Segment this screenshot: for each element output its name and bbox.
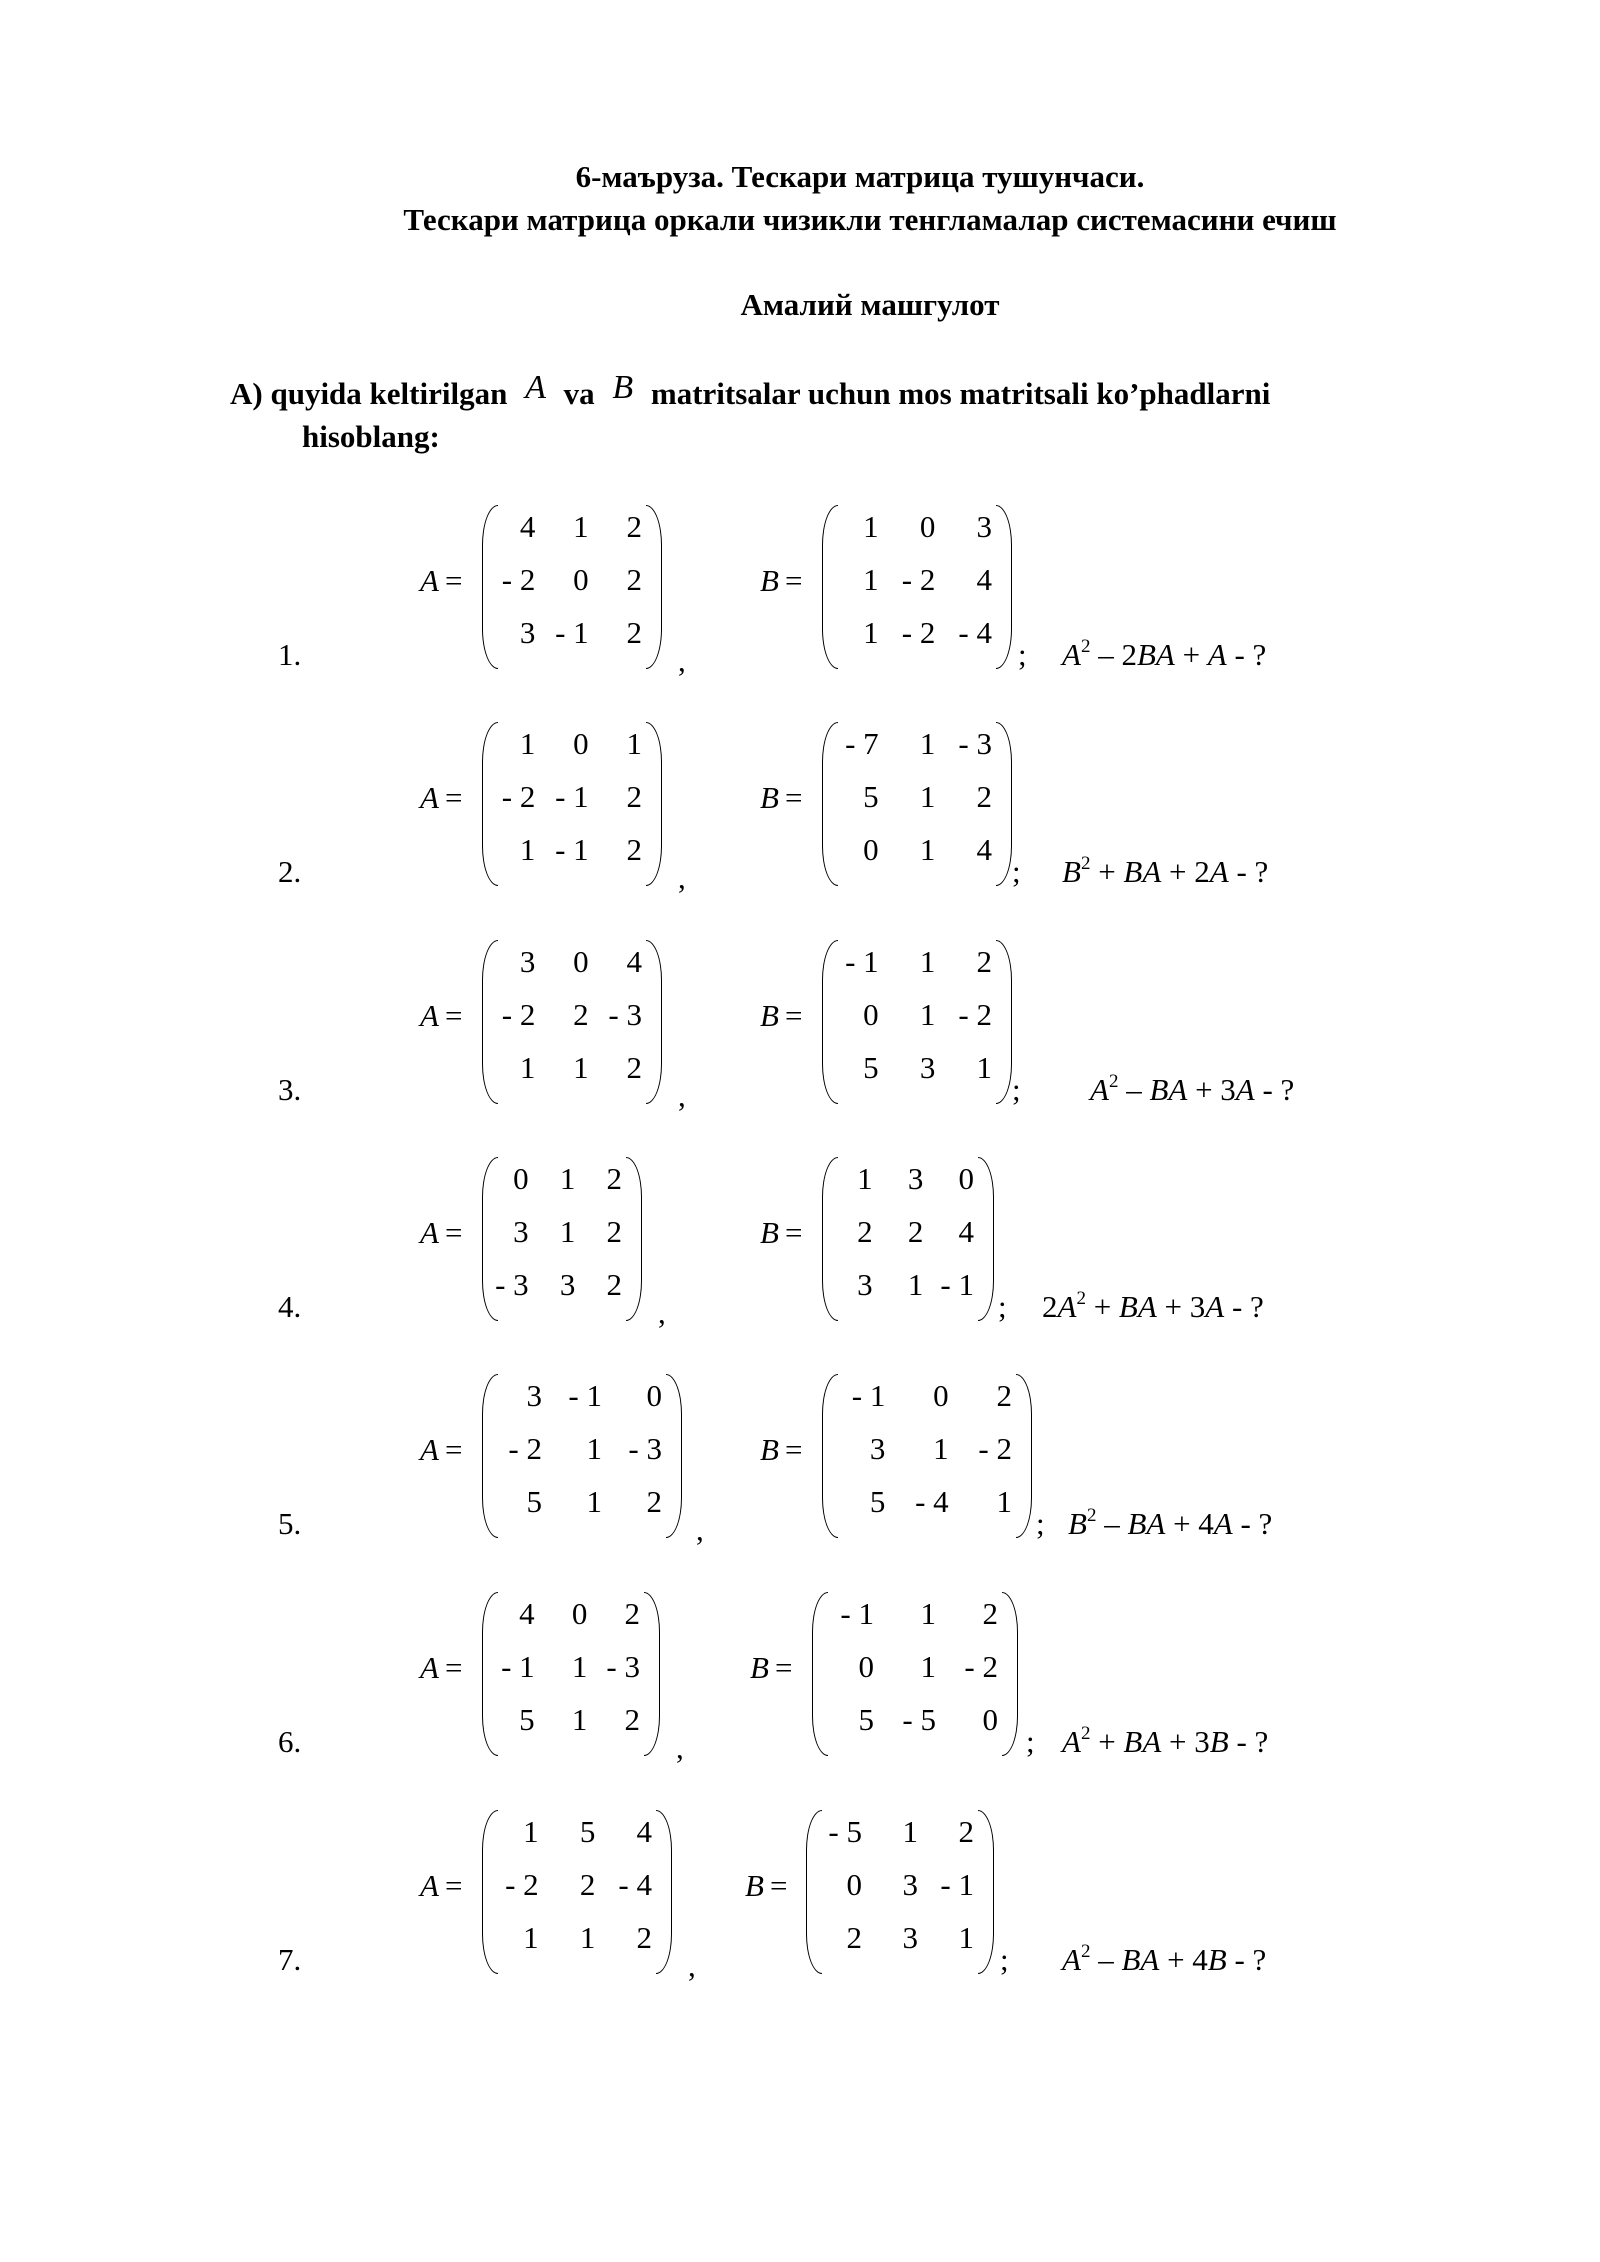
matrix-cell: 0 <box>982 1702 998 1737</box>
matrix-cell: - 3 <box>608 997 642 1032</box>
matrix-cell: 3 <box>902 1867 918 1902</box>
matrix-cell: 2 <box>996 1378 1012 1413</box>
matrix-cell: 1 <box>626 726 642 761</box>
matrix-cell: - 3 <box>628 1431 662 1466</box>
problem-item <box>0 1374 1600 1574</box>
matrix-cell: 0 <box>863 832 879 867</box>
matrix-cell: 1 <box>919 832 936 867</box>
problem-item <box>0 940 1600 1140</box>
matrix-cell: - 2 <box>964 1649 998 1684</box>
matrix-cell: 1 <box>907 1267 924 1302</box>
matrix-cell: 1 <box>573 1050 589 1085</box>
matrix-cell: 3 <box>513 1214 529 1249</box>
matrix-a <box>482 1810 672 1978</box>
matrix-cell: 2 <box>857 1214 873 1249</box>
right-paren <box>646 940 662 1104</box>
comma: , <box>658 1295 666 1330</box>
matrix-cell: - 1 <box>555 615 589 650</box>
matrix-cell: - 1 <box>940 1867 974 1902</box>
matrix-a <box>482 1592 660 1760</box>
semicolon: ; <box>1000 1942 1009 1977</box>
matrix-cell: 2 <box>624 1702 640 1737</box>
matrix-a-label: A = <box>420 1215 463 1250</box>
matrix-a-label: A = <box>420 780 463 815</box>
matrix-cell: 2 <box>626 779 642 814</box>
matrix-cell: 2 <box>976 779 992 814</box>
matrix-b <box>822 505 1012 673</box>
problem-number: 2. <box>278 854 302 889</box>
matrix-b <box>822 1157 994 1325</box>
matrix-cell: 1 <box>996 1484 1012 1519</box>
matrix-cell: 2 <box>626 509 642 544</box>
matrix-cell: - 2 <box>978 1431 1012 1466</box>
matrix-a-label: A = <box>420 1868 463 1903</box>
matrix-cell: 1 <box>919 997 936 1032</box>
matrix-b-label: B = <box>760 1215 803 1250</box>
matrix-cell: 5 <box>858 1702 874 1737</box>
matrix-cell: 4 <box>976 562 992 597</box>
matrix-cell: 3 <box>902 1920 918 1955</box>
matrix-cell: 2 <box>907 1214 924 1249</box>
right-paren <box>666 1374 682 1538</box>
task-var-a: A <box>525 369 546 406</box>
matrix-cell: 1 <box>976 1050 992 1085</box>
matrix-cell: 2 <box>606 1161 622 1196</box>
matrix-cell: - 1 <box>501 1649 535 1684</box>
matrix-cell: - 3 <box>958 726 992 761</box>
matrix-cell: 2 <box>626 615 642 650</box>
matrix-a <box>482 1374 682 1542</box>
matrix-cell: 1 <box>559 1161 576 1196</box>
matrix-cell: - 4 <box>618 1867 652 1902</box>
matrix-cell: 1 <box>571 1649 588 1684</box>
comma: , <box>678 643 686 678</box>
right-paren <box>996 940 1012 1104</box>
matrix-cell: 2 <box>626 832 642 867</box>
matrix-cell: - 4 <box>915 1484 949 1519</box>
matrix-cell: 2 <box>626 562 642 597</box>
matrix-a-label: A = <box>420 1432 463 1467</box>
matrix-cell: 0 <box>933 1378 949 1413</box>
matrix-cell: 1 <box>586 1431 602 1466</box>
matrix-cell: 0 <box>846 1867 862 1902</box>
problem-number: 1. <box>278 637 302 672</box>
semicolon: ; <box>1026 1724 1035 1759</box>
matrix-cell: - 1 <box>568 1378 602 1413</box>
matrix-cell: 0 <box>919 509 936 544</box>
comma: , <box>688 1948 696 1983</box>
matrix-cell: 4 <box>636 1814 652 1849</box>
matrix-cell: 1 <box>519 832 536 867</box>
semicolon: ; <box>1018 637 1027 672</box>
matrix-cell: 3 <box>976 509 992 544</box>
matrix-cell: 1 <box>523 1920 539 1955</box>
matrix-cell: 5 <box>863 779 879 814</box>
matrix-cell: 3 <box>519 615 536 650</box>
matrix-cell: 1 <box>919 944 936 979</box>
matrix-b <box>822 722 1012 890</box>
page-subtitle: Амалий машгулот <box>740 287 1000 322</box>
polynomial-expression: $A^2 - 2BA + A$ - ? <box>1062 636 1267 672</box>
right-paren <box>626 1157 642 1321</box>
right-paren <box>1016 1374 1032 1538</box>
comma: , <box>696 1512 704 1547</box>
matrix-cell: 0 <box>858 1649 874 1684</box>
task-connector: va <box>563 376 595 411</box>
polynomial-expression: $2A^2$ + BA + 3A - ? <box>1042 1288 1264 1324</box>
matrix-cell: 2 <box>958 1814 974 1849</box>
matrix-a <box>482 722 662 890</box>
matrix-a-label: A = <box>420 1650 463 1685</box>
matrix-b-label: B = <box>760 998 803 1033</box>
matrix-cell: 1 <box>902 1814 918 1849</box>
right-paren <box>996 722 1012 886</box>
matrix-cell: - 2 <box>505 1867 539 1902</box>
problem-item <box>0 505 1600 705</box>
semicolon: ; <box>1012 854 1021 889</box>
right-paren <box>978 1157 994 1321</box>
matrix-cell: - 2 <box>508 1431 542 1466</box>
matrix-b-label: B = <box>760 1432 803 1467</box>
matrix-cell: 2 <box>624 1596 640 1631</box>
matrix-cell: 1 <box>573 509 589 544</box>
matrix-cell: - 3 <box>495 1267 529 1302</box>
matrix-cell: 1 <box>920 1649 936 1684</box>
matrix-cell: 2 <box>626 1050 642 1085</box>
problem-number: 7. <box>278 1942 302 1977</box>
matrix-cell: 2 <box>982 1596 998 1631</box>
matrix-cell: 5 <box>869 1484 886 1519</box>
matrix-cell: - 2 <box>958 997 992 1032</box>
matrix-cell: - 2 <box>501 997 536 1032</box>
right-paren <box>644 1592 660 1756</box>
matrix-cell: 0 <box>863 997 879 1032</box>
matrix-cell: 4 <box>958 1214 974 1249</box>
problem-number: 5. <box>278 1506 302 1541</box>
matrix-cell: 5 <box>526 1484 542 1519</box>
matrix-cell: 2 <box>646 1484 662 1519</box>
matrix-cell: 2 <box>573 997 589 1032</box>
problem-number: 4. <box>278 1289 302 1324</box>
matrix-cell: 3 <box>526 1378 542 1413</box>
matrix-cell: 2 <box>606 1214 622 1249</box>
matrix-cell: - 2 <box>901 615 936 650</box>
matrix-cell: 3 <box>519 944 536 979</box>
right-paren <box>1002 1592 1018 1756</box>
matrix-cell: 1 <box>571 1702 588 1737</box>
matrix-cell: 2 <box>636 1920 652 1955</box>
task-prefix: A) quyida keltirilgan <box>230 376 508 411</box>
task-suffix: matritsalar uchun mos matritsali ko’phadlarni <box>650 376 1271 411</box>
matrix-cell: 1 <box>857 1161 873 1196</box>
polynomial-expression: $A^2$ – BA + 4B - ? <box>1062 1941 1267 1977</box>
matrix-b-label: B = <box>760 563 803 598</box>
matrix-cell: 2 <box>606 1267 622 1302</box>
matrix-b-label: B = <box>760 780 803 815</box>
matrix-b <box>822 940 1012 1108</box>
matrix-cell: 3 <box>857 1267 873 1302</box>
task-statement <box>230 369 1271 458</box>
page-title: 6-маъруза. Тескари матрица тушунчаси. <box>575 159 1145 194</box>
matrix-cell: - 3 <box>606 1649 640 1684</box>
polynomial-expression: $B^2$ – BA + 4A - ? <box>1068 1505 1273 1541</box>
matrix-cell: 1 <box>519 726 536 761</box>
matrix-a <box>482 505 662 673</box>
polynomial-expression: $A^2$ + BA + 3B - ? <box>1062 1723 1269 1759</box>
matrix-cell: - 2 <box>901 562 936 597</box>
comma: , <box>676 1730 684 1765</box>
semicolon: ; <box>1012 1072 1021 1107</box>
semicolon: ; <box>998 1289 1007 1324</box>
right-paren <box>996 505 1012 669</box>
matrix-cell: 4 <box>519 1596 535 1631</box>
matrix-cell: 5 <box>863 1050 879 1085</box>
matrix-cell: 2 <box>846 1920 862 1955</box>
matrix-cell: 1 <box>863 509 879 544</box>
problem-number: 6. <box>278 1724 302 1759</box>
polynomial-expression: $A^2$ – BA + 3A - ? <box>1090 1071 1295 1107</box>
title-block <box>0 155 1600 241</box>
task-line2: hisoblang: <box>302 419 440 454</box>
matrix-b <box>806 1810 994 1978</box>
matrix-cell: 4 <box>519 509 536 544</box>
problem-item <box>0 1157 1600 1357</box>
matrix-cell: 3 <box>907 1161 924 1196</box>
page-title-line2: Тескари матрица оркали чизикли тенгламалар системасини ечиш <box>403 202 1337 237</box>
matrix-cell: 3 <box>869 1431 886 1466</box>
matrix-cell: - 2 <box>501 779 536 814</box>
semicolon: ; <box>1036 1506 1045 1541</box>
comma: , <box>678 1078 686 1113</box>
problem-item <box>0 722 1600 922</box>
matrix-cell: - 1 <box>840 1596 874 1631</box>
matrix-cell: 0 <box>646 1378 662 1413</box>
matrix-cell: 1 <box>958 1920 974 1955</box>
matrix-a-label: A = <box>420 998 463 1033</box>
matrix-cell: 3 <box>559 1267 576 1302</box>
matrix-cell: 1 <box>586 1484 602 1519</box>
right-paren <box>656 1810 672 1974</box>
matrix-cell: 1 <box>933 1431 949 1466</box>
matrix-cell: 0 <box>958 1161 974 1196</box>
matrix-cell: 1 <box>863 562 879 597</box>
matrix-b <box>822 1374 1032 1542</box>
problem-item <box>0 1592 1600 1792</box>
matrix-cell: - 1 <box>555 779 589 814</box>
matrix-cell: 3 <box>919 1050 936 1085</box>
matrix-b <box>812 1592 1018 1760</box>
matrix-cell: - 1 <box>851 1378 886 1413</box>
matrix-cell: 0 <box>573 726 589 761</box>
matrix-cell: - 1 <box>845 944 879 979</box>
matrix-b-label: B = <box>750 1650 793 1685</box>
matrix-cell: 0 <box>571 1596 588 1631</box>
matrix-cell: 0 <box>573 944 589 979</box>
matrix-a <box>482 1157 642 1325</box>
matrix-cell: 1 <box>579 1920 596 1955</box>
problem-number: 3. <box>278 1072 302 1107</box>
right-paren <box>978 1810 994 1974</box>
task-var-b: B <box>612 369 634 406</box>
matrix-cell: 1 <box>920 1596 936 1631</box>
matrix-cell: 1 <box>519 1050 536 1085</box>
right-paren <box>646 722 662 886</box>
matrix-cell: 5 <box>519 1702 535 1737</box>
matrix-cell: 1 <box>919 779 936 814</box>
matrix-cell: - 1 <box>555 832 589 867</box>
matrix-cell: 1 <box>559 1214 576 1249</box>
matrix-cell: 5 <box>579 1814 596 1849</box>
problem-item <box>0 1810 1600 2010</box>
polynomial-expression: $B^2$ + BA + 2A - ? <box>1062 853 1269 889</box>
matrix-cell: - 2 <box>501 562 536 597</box>
matrix-cell: - 7 <box>845 726 879 761</box>
matrix-a-label: A = <box>420 563 463 598</box>
matrix-cell: 0 <box>513 1161 529 1196</box>
matrix-cell: 1 <box>919 726 936 761</box>
matrix-cell: - 4 <box>958 615 992 650</box>
matrix-cell: 4 <box>626 944 642 979</box>
matrix-b-label: B = <box>745 1868 788 1903</box>
right-paren <box>646 505 662 669</box>
matrix-cell: 4 <box>976 832 992 867</box>
matrix-cell: - 5 <box>902 1702 936 1737</box>
matrix-cell: - 5 <box>828 1814 862 1849</box>
matrix-cell: 2 <box>579 1867 596 1902</box>
matrix-cell: 2 <box>976 944 992 979</box>
matrix-cell: 1 <box>523 1814 539 1849</box>
matrix-cell: 1 <box>863 615 879 650</box>
matrix-cell: 0 <box>573 562 589 597</box>
comma: , <box>678 860 686 895</box>
matrix-a <box>482 940 662 1108</box>
matrix-cell: - 1 <box>940 1267 974 1302</box>
